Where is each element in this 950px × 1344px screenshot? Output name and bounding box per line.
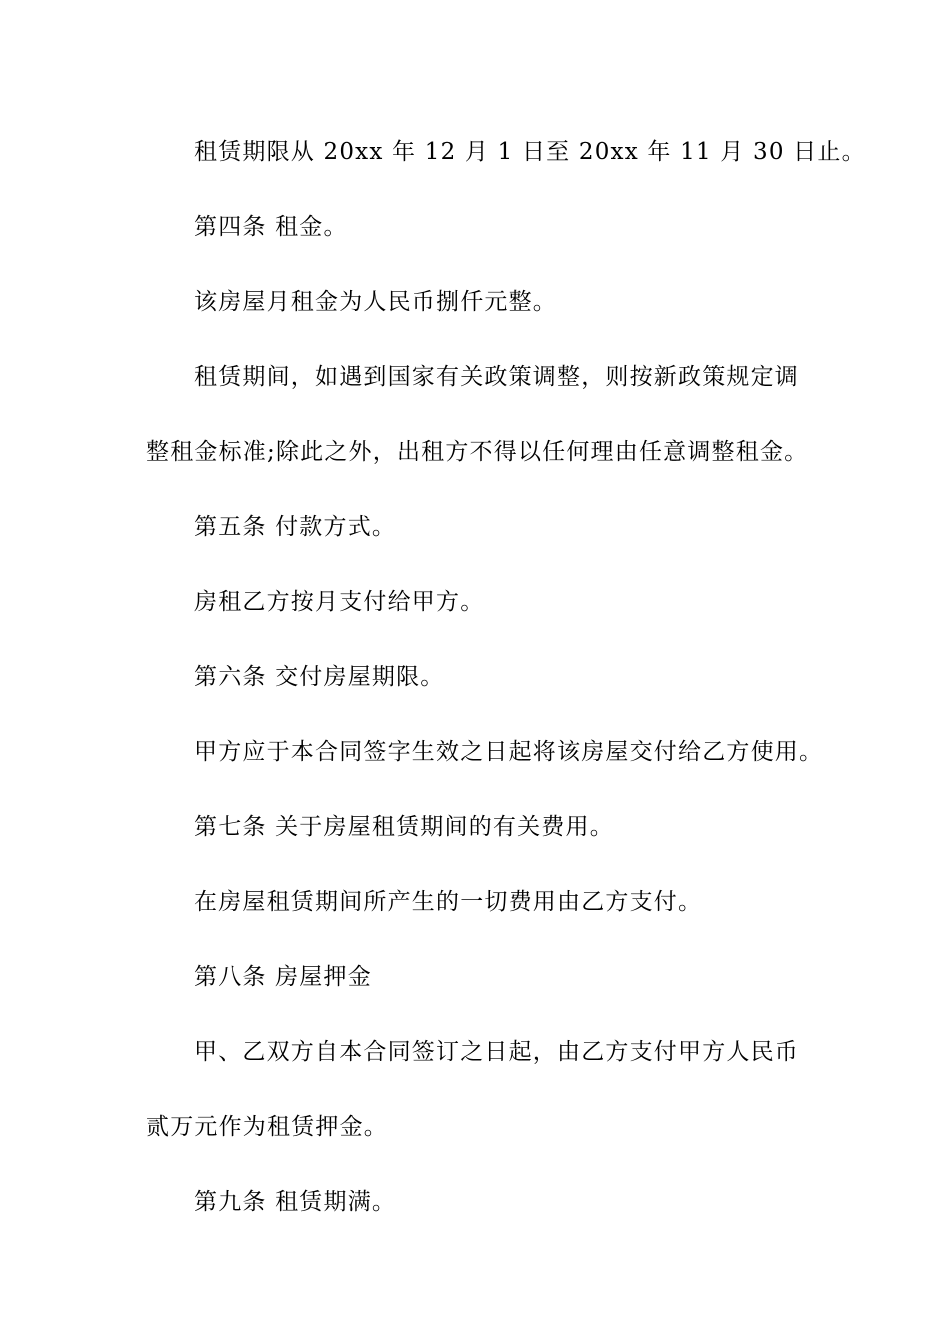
article-7-heading: 第七条 关于房屋租赁期间的有关费用。 [194, 814, 614, 840]
article-5-heading: 第五条 付款方式。 [194, 514, 397, 540]
payment-method-text: 房租乙方按月支付给甲方。 [194, 589, 485, 615]
article-9-heading: 第九条 租赁期满。 [194, 1189, 397, 1215]
deposit-text-line-2: 贰万元作为租赁押金。 [146, 1114, 388, 1140]
lease-term-text: 租赁期限从 20xx 年 12 月 1 日至 20xx 年 11 月 30 日止。 [194, 139, 866, 165]
article-4-heading: 第四条 租金。 [194, 214, 348, 240]
article-8-heading: 第八条 房屋押金 [194, 964, 372, 990]
monthly-rent-text: 该房屋月租金为人民币捌仟元整。 [194, 289, 557, 315]
rent-adjustment-text-line-2: 整租金标准;除此之外，出租方不得以任何理由任意调整租金。 [146, 439, 809, 465]
delivery-term-text: 甲方应于本合同签字生效之日起将该房屋交付给乙方使用。 [194, 739, 824, 765]
rent-adjustment-text-line-1: 租赁期间，如遇到国家有关政策调整，则按新政策规定调 [194, 364, 799, 390]
article-6-heading: 第六条 交付房屋期限。 [194, 664, 445, 690]
deposit-text-line-1: 甲、乙双方自本合同签订之日起，由乙方支付甲方人民币 [194, 1039, 799, 1065]
fees-text: 在房屋租赁期间所产生的一切费用由乙方支付。 [194, 889, 703, 915]
